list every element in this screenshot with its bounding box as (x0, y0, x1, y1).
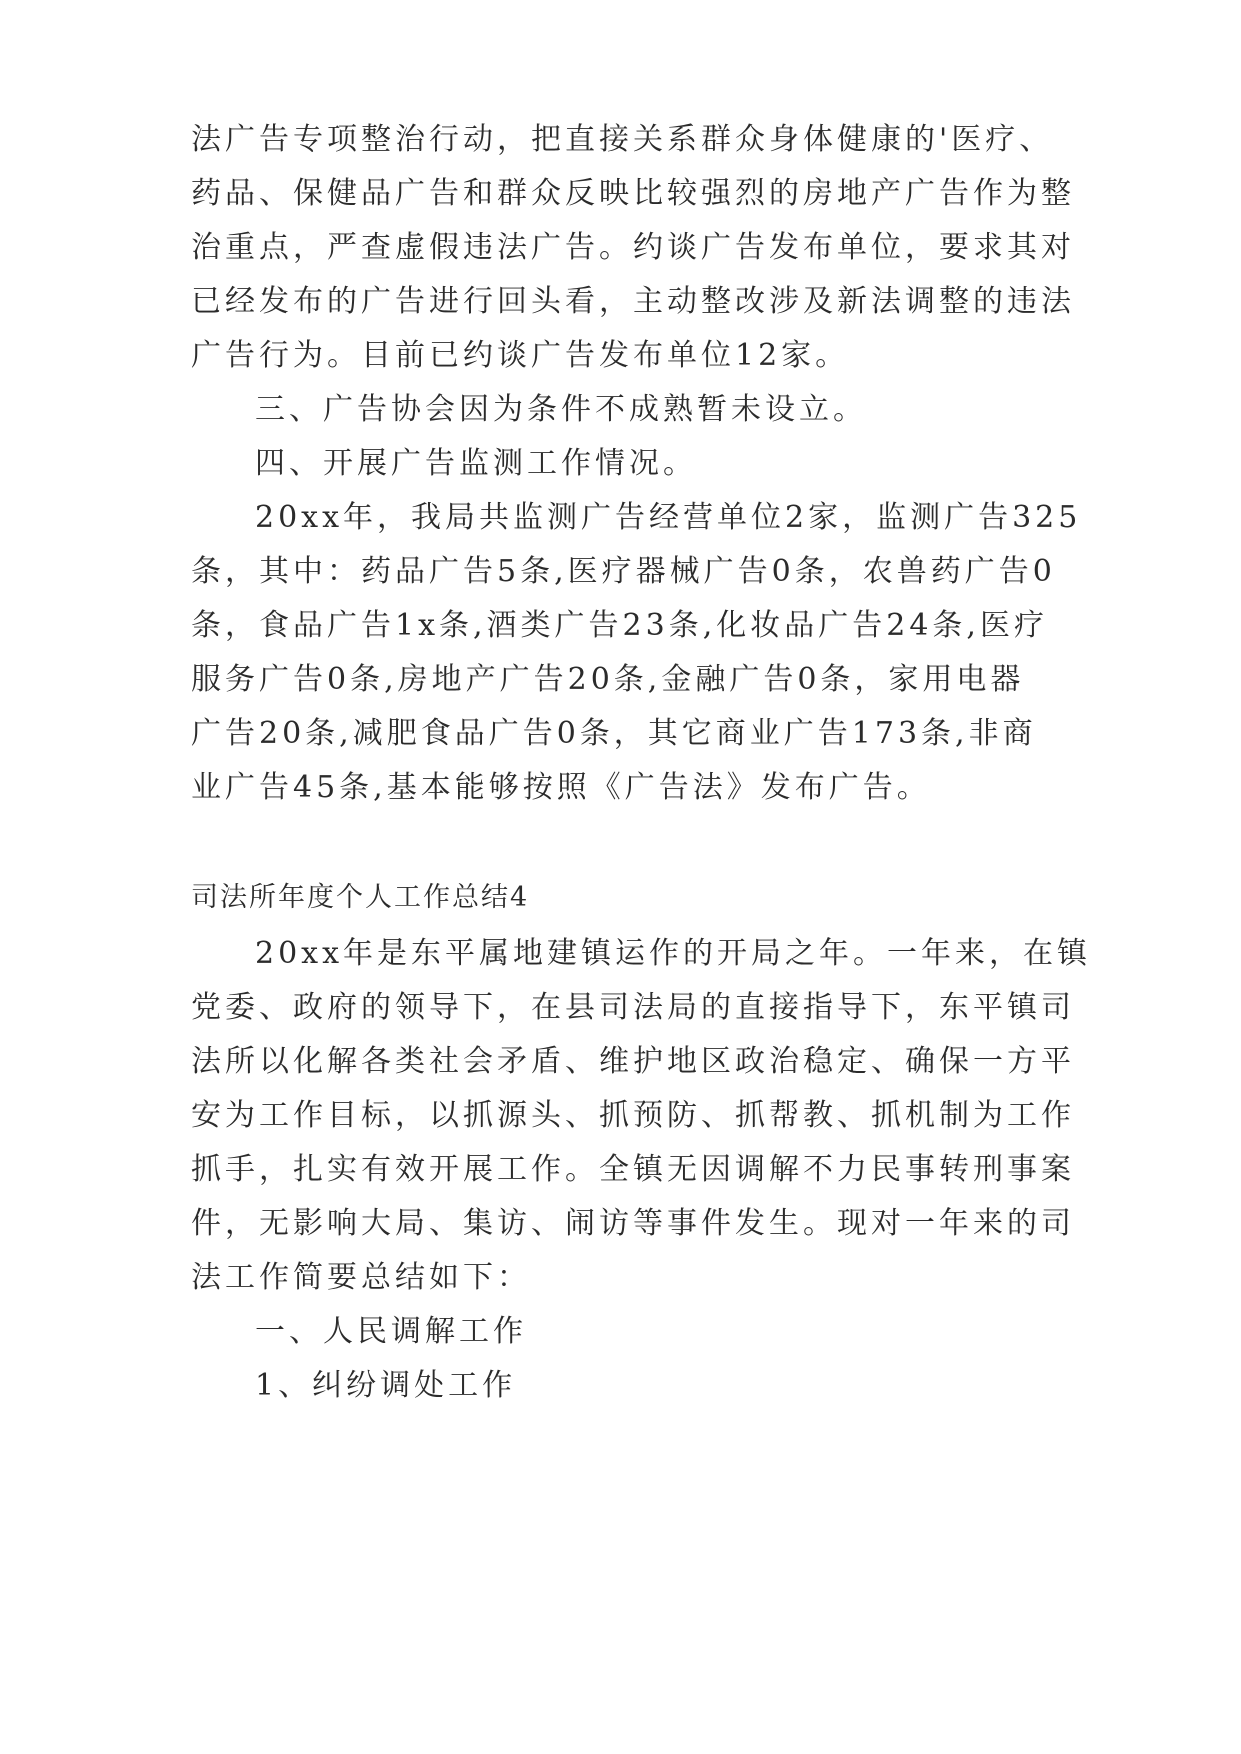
list-item-four: 四、开展广告监测工作情况。 (255, 446, 697, 481)
stats-line: 业广告45条,基本能够按照《广告法》发布广告。 (191, 770, 931, 805)
stats-line: 20xx年，我局共监测广告经营单位2家，监测广告325 (255, 500, 1082, 535)
paragraph-line: 已经发布的广告进行回头看，主动整改涉及新法调整的违法 (191, 284, 1075, 319)
subheading-dispute-handling: 1、纠纷调处工作 (255, 1368, 517, 1403)
paragraph-line: 广告行为。目前已约谈广告发布单位12家。 (191, 338, 850, 373)
paragraph-line: 抓手，扎实有效开展工作。全镇无因调解不力民事转刑事案 (191, 1152, 1075, 1187)
paragraph-line: 安为工作目标，以抓源头、抓预防、抓帮教、抓机制为工作 (191, 1098, 1075, 1133)
list-item-three: 三、广告协会因为条件不成熟暂未设立。 (255, 392, 867, 427)
paragraph-line: 件，无影响大局、集访、闹访等事件发生。现对一年来的司 (191, 1206, 1075, 1241)
stats-line: 服务广告0条,房地产广告20条,金融广告0条，家用电器 (191, 662, 1025, 697)
paragraph-line: 20xx年是东平属地建镇运作的开局之年。一年来，在镇 (255, 936, 1092, 971)
paragraph-line: 法广告专项整治行动，把直接关系群众身体健康的'医疗、 (191, 122, 1054, 157)
stats-line: 条，食品广告1x条,酒类广告23条,化妆品广告24条,医疗 (191, 608, 1048, 643)
paragraph-line: 党委、政府的领导下，在县司法局的直接指导下，东平镇司 (191, 990, 1075, 1025)
paragraph-line: 治重点，严查虚假违法广告。约谈广告发布单位，要求其对 (191, 230, 1075, 265)
paragraph-line: 法所以化解各类社会矛盾、维护地区政治稳定、确保一方平 (191, 1044, 1075, 1079)
subheading-people-mediation: 一、人民调解工作 (255, 1314, 527, 1349)
paragraph-line: 药品、保健品广告和群众反映比较强烈的房地产广告作为整 (191, 176, 1075, 211)
section-heading: 司法所年度个人工作总结4 (191, 882, 530, 913)
stats-line: 广告20条,减肥食品广告0条，其它商业广告173条,非商 (191, 716, 1037, 751)
stats-line: 条，其中：药品广告5条,医疗器械广告0条，农兽药广告0 (191, 554, 1056, 589)
paragraph-line: 法工作简要总结如下： (191, 1260, 531, 1295)
